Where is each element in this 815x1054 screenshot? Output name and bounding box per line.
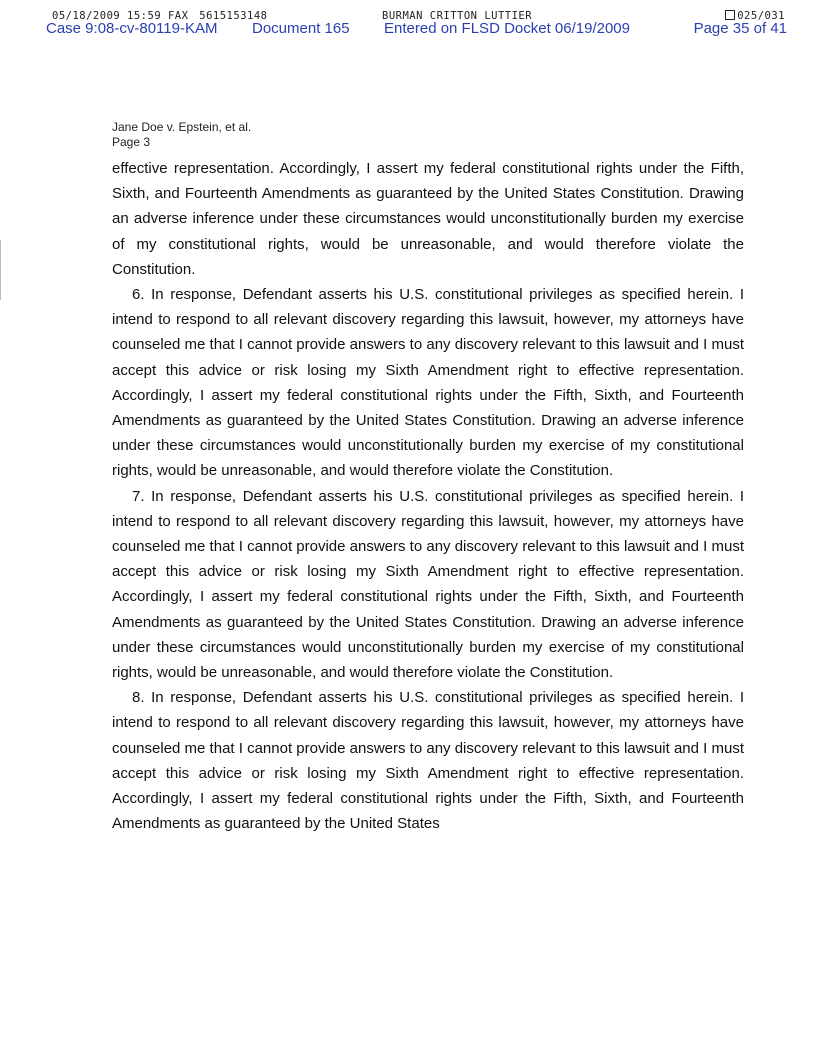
case-number: Case 9:08-cv-80119-KAM (46, 20, 218, 37)
case-caption (112, 120, 251, 150)
paragraph-7: 7. In response, Defendant asserts his U.S. constitutional privileges as specified herein. I intend to respond to all relevant discovery regarding this lawsuit, however, my attorneys have counseled me that I cannot provide answers to any discovery relevant to this lawsuit and I must accept this advice or risk losing my Sixth Amendment right to effective representation. Accordingly, I assert my federal constitutional rights under the Fifth, Sixth, and Fourteenth Amendments as guaranteed by the United States Constitution. Drawing an adverse inference under these circumstances would unconstitutionally burden my exercise of my constitutional rights, would be unreasonable, and would therefore violate the Constitution. (112, 487, 744, 682)
page-number: Page 35 of 41 (693, 20, 787, 37)
continued-paragraph: effective representation. Accordingly, I assert my federal constitutional rights under the Fifth, Sixth, and Fourteenth Amendments as guaranteed by the United States Constitution. Drawing an adverse inference under these circumstances would unconstitutionally burden my exercise of my constitutional rights, would be unreasonable, and would therefore violate the Constitution. (112, 160, 744, 278)
fax-firm-name: BURMAN CRITTON LUTTIER (382, 10, 533, 22)
docket-entry-date: Entered on FLSD Docket 06/19/2009 (384, 20, 630, 37)
checkbox-icon (725, 10, 735, 20)
ecf-filing-header (46, 20, 787, 38)
document-number: Document 165 (252, 20, 350, 37)
document-body (112, 156, 744, 836)
caption-page-label: Page 3 (112, 135, 151, 149)
fax-page-counter: 025/031 (725, 10, 785, 22)
scan-margin-mark (0, 240, 1, 300)
fax-date-time: 05/18/2009 15:59 FAX 5615153148 (52, 10, 268, 22)
case-title: Jane Doe v. Epstein, et al. (112, 120, 252, 134)
paragraph-8: 8. In response, Defendant asserts his U.S. constitutional privileges as specified herein. I intend to respond to all relevant discovery regarding this lawsuit, however, my attorneys have counseled me that I cannot provide answers to any discovery relevant to this lawsuit and I must accept this advice or risk losing my Sixth Amendment right to effective representation. Accordingly, I assert my federal constitutional rights under the Fifth, Sixth, and Fourteenth Amendments as guaranteed by the United States (112, 689, 744, 833)
paragraph-6: 6. In response, Defendant asserts his U.S. constitutional privileges as specified herein. I intend to respond to all relevant discovery regarding this lawsuit, however, my attorneys have counseled me that I cannot provide answers to any discovery relevant to this lawsuit and I must accept this advice or risk losing my Sixth Amendment right to effective representation. Accordingly, I assert my federal constitutional rights under the Fifth, Sixth, and Fourteenth Amendments as guaranteed by the United States Constitution. Drawing an adverse inference under these circumstances would unconstitutionally burden my exercise of my constitutional rights, would be unreasonable, and would therefore violate the Constitution. (112, 286, 744, 480)
